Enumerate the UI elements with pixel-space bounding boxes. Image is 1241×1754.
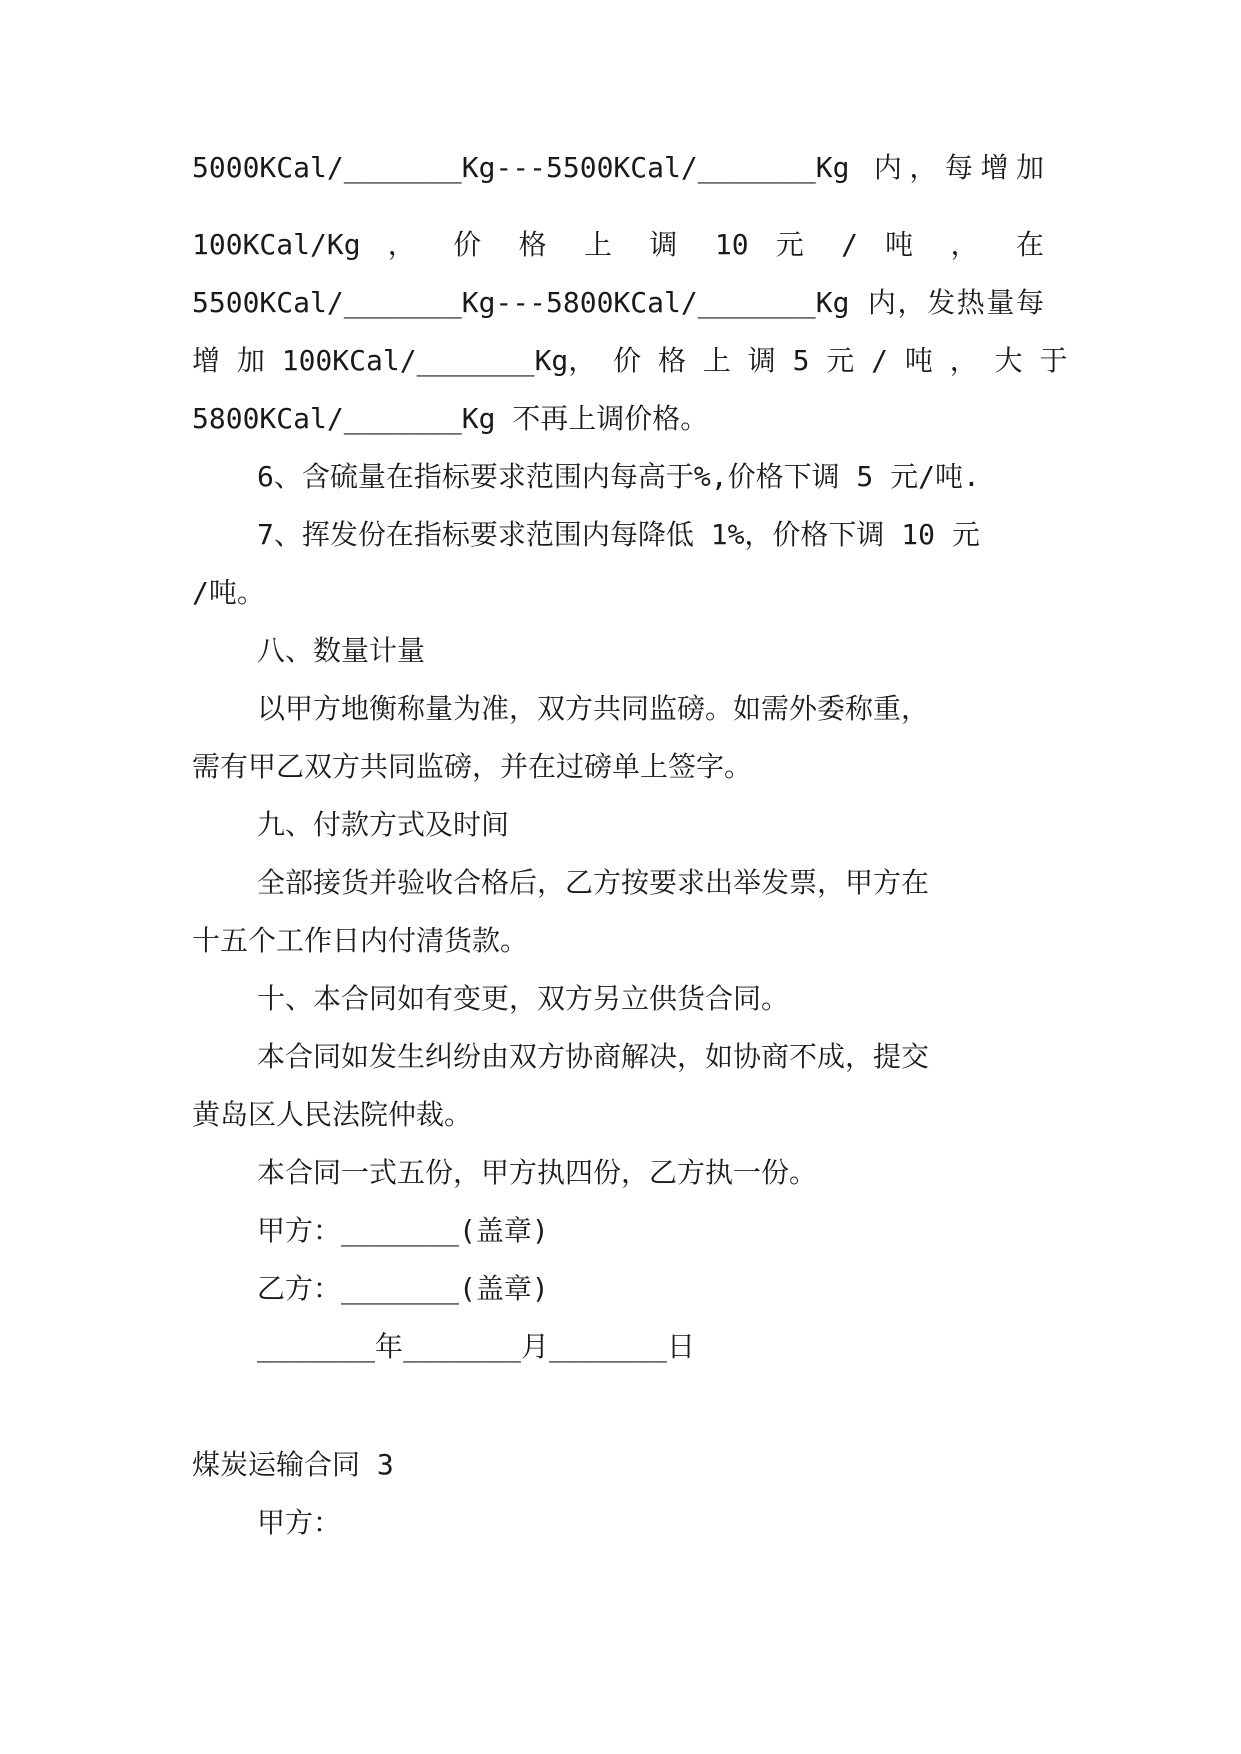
text-line: 5500KCal/_______Kg---5800KCal/_______Kg 内，发热量每 bbox=[192, 286, 1044, 319]
text-line: 本合同如发生纠纷由双方协商解决，如协商不成，提交 bbox=[257, 1040, 930, 1073]
text-line: 5800KCal/_______Kg 不再上调价格。 bbox=[192, 402, 709, 435]
text-line: 全部接货并验收合格后，乙方按要求出举发票，甲方在 bbox=[257, 866, 930, 899]
text-line: 6、含硫量在指标要求范围内每高于%,价格下调 5 元/吨. bbox=[257, 460, 980, 493]
signature-party-a: 甲方：_______(盖章) bbox=[257, 1214, 549, 1247]
section-heading: 九、付款方式及时间 bbox=[257, 808, 510, 841]
text-line: 需有甲乙双方共同监磅，并在过磅单上签字。 bbox=[192, 750, 753, 783]
signature-party-b: 乙方：_______(盖章) bbox=[257, 1272, 549, 1305]
text-line: 以甲方地衡称量为准，双方共同监磅。如需外委称重， bbox=[257, 692, 930, 725]
text-line: /吨。 bbox=[192, 576, 265, 609]
section-heading: 八、数量计量 bbox=[257, 634, 426, 667]
document-title: 煤炭运输合同 3 bbox=[192, 1448, 394, 1481]
text-line: 5000KCal/_______Kg---5500KCal/_______Kg 内，每增加 bbox=[192, 151, 1044, 184]
text-line: 十五个工作日内付清货款。 bbox=[192, 924, 529, 957]
text-line: 甲方： bbox=[257, 1506, 342, 1539]
date-line: _______年_______月_______日 bbox=[257, 1330, 696, 1363]
text-line: 100KCal/Kg ， 价 格 上 调 10 元 / 吨 ， 在 bbox=[192, 228, 1044, 261]
text-line: 本合同一式五份，甲方执四份，乙方执一份。 bbox=[257, 1156, 818, 1189]
text-line: 黄岛区人民法院仲裁。 bbox=[192, 1098, 473, 1131]
section-heading: 十、本合同如有变更，双方另立供货合同。 bbox=[257, 982, 790, 1015]
text-line: 7、挥发份在指标要求范围内每降低 1%，价格下调 10 元 bbox=[257, 518, 980, 551]
text-line: 增 加 100KCal/_______Kg， 价 格 上 调 5 元 / 吨 ， 大 于 bbox=[192, 344, 1068, 377]
